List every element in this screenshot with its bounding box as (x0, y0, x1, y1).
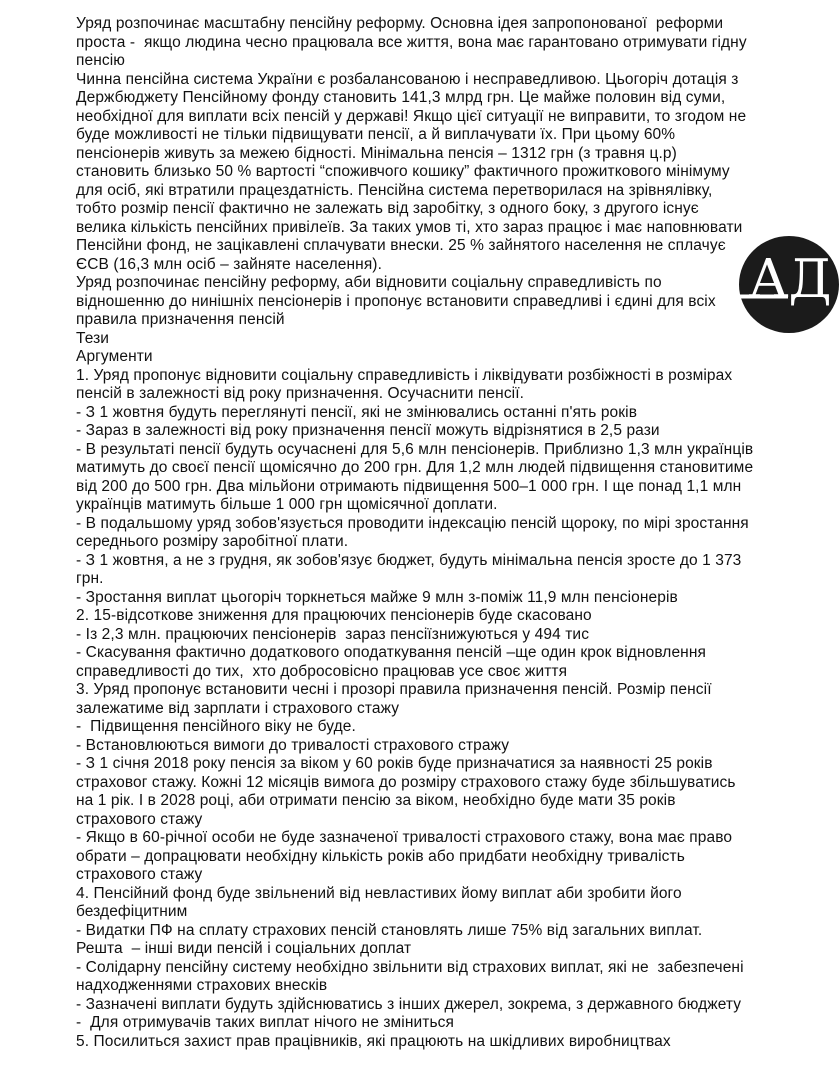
document-line: грн. (76, 570, 104, 587)
document-line: надходженнями страхових внесків (76, 977, 328, 994)
document-line: бездефіцитним (76, 903, 188, 920)
document-line: 4. Пенсійний фонд буде звільнений від невластивих йому виплат аби зробити його (76, 884, 682, 902)
document-line: буде можливості не тільки підвищувати пенсії, а й виплачувати їх. При цьому 60% (76, 126, 676, 143)
document-line: - Зростання виплат цьогоріч торкнеться майже 9 млн з-поміж 11,9 млн пенсіонерів (76, 588, 678, 606)
document-line: залежатиме від зарплати і страхового стажу (76, 699, 400, 717)
document-line: Уряд розпочинає пенсійну реформу, аби відновити соціальну справедливість по (76, 274, 662, 291)
document-line: 2. 15-відсоткове зниження для працюючих пенсіонерів буде скасовано (76, 607, 592, 624)
document-line: пенсію (76, 52, 125, 69)
document-line: - Зараз в залежності від року призначення пенсії можуть відрізнятися в 2,5 рази (76, 422, 660, 439)
document-line: - В результаті пенсії будуть осучаснені для 5,6 млн пенсіонерів. Приблизно 1,3 млн українців (76, 440, 754, 458)
document-line: 3. Уряд пропонує встановити чесні і прозорі правила призначення пенсій. Розмір пенсії (76, 681, 712, 698)
document-line: - Якщо в 60-річної особи не буде зазначеної тривалості страхового стажу, вона має право (76, 829, 733, 846)
document-line: - З 1 жовтня будуть переглянуті пенсії, які не змінювались останні п'ять років (76, 403, 638, 421)
document-line: проста - якщо людина чесно працювала все життя, вона має гарантовано отримувати гідну (76, 33, 747, 51)
ad-logo (739, 236, 839, 333)
document-line: матимуть до своєї пенсії щомісячно до 200 грн. Для 1,2 млн людей підвищення становитиме (76, 459, 754, 476)
document-line: необхідної для виплати всіх пенсій у державі! Якщо цієї ситуації не виправити, то згодом не (76, 107, 747, 125)
logo-monogram: АД (748, 249, 832, 310)
document-line: Пенсійни фонд, не зацікавлені сплачувати внески. 25 % зайнятого населення не сплачує (76, 237, 726, 254)
document-line: - Підвищення пенсійного віку не буде. (76, 718, 356, 735)
document-line: пенсіонерів живуть за межею бідності. Мінімальна пенсія – 1312 грн (з травня ц.р) (76, 144, 677, 162)
document-lines (76, 15, 826, 1051)
document-line: для осіб, які втратили працездатність. Пенсійна система перетворилася на зрівнялівку, (76, 181, 713, 199)
document-line: велика кількість пенсійних привілеїв. За таких умов ті, хто зараз працює і має наповнювати (76, 218, 743, 236)
document-line: Решта – інші види пенсій і соціальних доплат (76, 940, 412, 957)
document-line: страхового стажу (76, 810, 203, 828)
document-line: Уряд розпочинає масштабну пенсійну реформу. Основна ідея запропонованої реформи (76, 15, 724, 32)
document-line: - Солідарну пенсійну систему необхідно звільнити від страхових виплат, які не забезпечені (76, 958, 744, 976)
document-line: Держбюджету Пенсійному фонду становить 141,3 млрд грн. Це майже половин від суми, (76, 89, 726, 106)
document-line: правила призначення пенсій (76, 311, 285, 328)
document-line: 1. Уряд пропонує відновити соціальну справедливість і ліквідувати розбіжності в розмірах (76, 366, 733, 384)
document-line: - Встановлюються вимоги до тривалості страхового стражу (76, 736, 510, 754)
document-line: - Зазначені виплати будуть здійснюватись з інших джерел, зокрема, з державного бюджету (76, 995, 742, 1013)
document-line: - Скасування фактично додаткового оподаткування пенсій –ще один крок відновлення (76, 644, 706, 661)
document-line: справедливості до тих, хто добросовісно працював усе своє життя (76, 662, 568, 680)
document-line: страхового стажу (76, 866, 203, 883)
document-line: - З 1 січня 2018 року пенсія за віком у 60 років буде призначатися за наявності 25 років (76, 755, 713, 772)
document-line: 5. Посилиться захист прав працівників, які працюють на шкідливих виробництвах (76, 1032, 671, 1050)
document-line: Аргументи (76, 348, 153, 365)
document-line: - З 1 жовтня, а не з грудня, як зобов'язує бюджет, будуть мінімальна пенсія зросте до 1 373 (76, 551, 742, 569)
document-line: - В подальшому уряд зобов'язується проводити індексацію пенсій щороку, по мірі зростання (76, 514, 749, 532)
document-line: ЄСВ (16,3 млн осіб – зайняте населення). (76, 255, 382, 273)
document-line: середнього розміру заробітної плати. (76, 533, 349, 550)
document-line: від 200 до 500 грн. Два мільйони отримають підвищення 500–1 000 грн. І ще понад 1,1 млн (76, 477, 742, 495)
ad-logo-icon (739, 236, 839, 333)
document-line: українців матимуть більше 1 000 грн щомісячної доплати. (76, 496, 498, 513)
document-line: відношенню до нинішніх пенсіонерів і пропонує встановити справедливі і єдині для всіх (76, 292, 716, 310)
document-line: - Для отримувачів таких виплат нічого не зміниться (76, 1014, 454, 1031)
document-line: пенсій в залежності від року призначення. Осучаснити пенсії. (76, 385, 525, 402)
document-line: обрати – допрацювати необхідну кількість років або придбати необхідну тривалість (76, 847, 685, 865)
document-line: Чинна пенсійна система України є розбалансованою і несправедливою. Цьогоріч дотація з (76, 70, 739, 88)
document-line: на 1 рік. І в 2028 році, аби отримати пенсію за віком, необхідно буде мати 35 років (76, 792, 676, 809)
document-line: становить близько 50 % вартості “споживчого кошику” фактичного прожиткового мінімуму (76, 163, 730, 180)
document-line: тобто розмір пенсії фактично не залежать від заробітку, з одного боку, з другого існує (76, 200, 699, 217)
document-line: страховог стажу. Кожні 12 місяців вимога до розміру страхового стажу буде збільшуватись (76, 773, 736, 791)
document-line: Тези (76, 329, 110, 347)
document-line: - Видатки ПФ на сплату страхових пенсій становлять лише 75% від загальних виплат. (76, 921, 703, 939)
document-line: - Із 2,3 млн. працюючих пенсіонерів зараз пенсіїзнижуються у 494 тис (76, 625, 590, 643)
